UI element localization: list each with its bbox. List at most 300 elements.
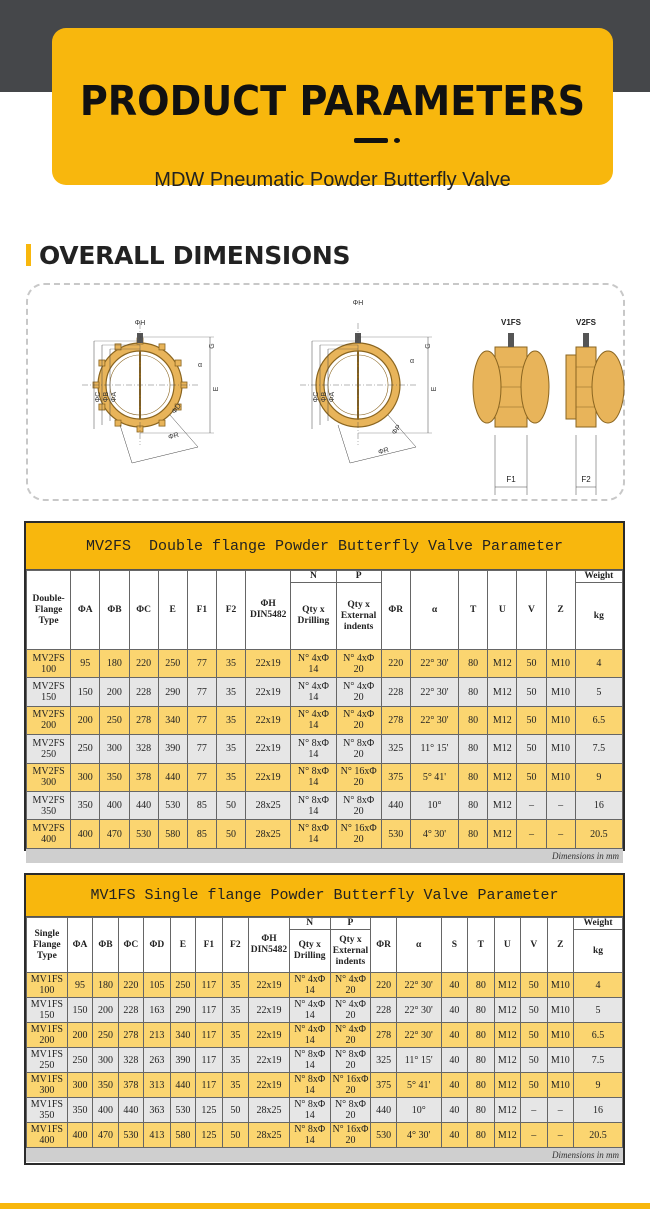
table-cell: 530 bbox=[371, 1123, 396, 1148]
column-header: V bbox=[521, 918, 547, 973]
column-header: E bbox=[158, 571, 187, 650]
table-cell: 400 bbox=[71, 820, 100, 848]
dimension-label: E bbox=[431, 386, 438, 392]
table-cell: 50 bbox=[517, 706, 546, 734]
table-cell: 22x19 bbox=[249, 1023, 290, 1048]
table-cell: M12 bbox=[488, 678, 517, 706]
table-cell: 7.5 bbox=[574, 1048, 623, 1073]
table-cell: 340 bbox=[158, 706, 187, 734]
table-cell: 150 bbox=[71, 678, 100, 706]
dimension-label: ΦR bbox=[377, 446, 390, 457]
table-cell: 350 bbox=[71, 791, 100, 819]
table-cell: M12 bbox=[488, 763, 517, 791]
table-cell: M12 bbox=[488, 791, 517, 819]
table-cell: 213 bbox=[144, 1023, 170, 1048]
table-row bbox=[27, 706, 623, 734]
column-header: ΦB bbox=[100, 571, 129, 650]
column-header: Single Flange Type bbox=[27, 918, 68, 973]
table-cell: – bbox=[546, 820, 575, 848]
column-header: T bbox=[459, 571, 488, 650]
table-cell: 22° 30' bbox=[410, 706, 458, 734]
table-row bbox=[27, 763, 623, 791]
table-cell: 390 bbox=[170, 1048, 195, 1073]
table-cell: M12 bbox=[488, 650, 517, 678]
column-header: N bbox=[289, 918, 330, 930]
table-cell: 35 bbox=[222, 1073, 248, 1098]
table-cell: 4 bbox=[574, 973, 623, 998]
dimension-label: G bbox=[209, 343, 216, 349]
table-cell: M10 bbox=[547, 1023, 573, 1048]
table-cell: 375 bbox=[381, 763, 410, 791]
table-cell: 22° 30' bbox=[410, 650, 458, 678]
table-cell: 22x19 bbox=[249, 1048, 290, 1073]
dimension-label: α bbox=[197, 362, 203, 369]
table-cell: 580 bbox=[170, 1123, 195, 1148]
table-cell: 80 bbox=[468, 1023, 494, 1048]
table-row bbox=[27, 1098, 623, 1123]
table-cell: 150 bbox=[67, 998, 92, 1023]
table-cell: 80 bbox=[468, 973, 494, 998]
table-row bbox=[27, 678, 623, 706]
table-cell: 16 bbox=[575, 791, 622, 819]
table-cell: 300 bbox=[93, 1048, 118, 1073]
table-cell: N° 8xΦ 14 bbox=[291, 791, 336, 819]
table-cell: N° 16xΦ 20 bbox=[330, 1073, 371, 1098]
table-cell: 117 bbox=[196, 973, 222, 998]
table-cell: 220 bbox=[371, 973, 396, 998]
table-row bbox=[27, 791, 623, 819]
table-row bbox=[27, 735, 623, 763]
table-cell: MV2FS 150 bbox=[27, 678, 71, 706]
table-cell: M12 bbox=[488, 735, 517, 763]
table-cell: MV2FS 200 bbox=[27, 706, 71, 734]
table-cell: 250 bbox=[100, 706, 129, 734]
table-cell: – bbox=[547, 1098, 573, 1123]
table-cell: 80 bbox=[468, 998, 494, 1023]
table-cell: 28x25 bbox=[249, 1123, 290, 1148]
table-cell: 28x25 bbox=[249, 1098, 290, 1123]
table-cell: 10° bbox=[396, 1098, 441, 1123]
column-header: Z bbox=[546, 571, 575, 650]
table-cell: 22x19 bbox=[246, 706, 291, 734]
table-cell: 250 bbox=[71, 735, 100, 763]
table-cell: M10 bbox=[546, 678, 575, 706]
table-cell: MV2FS 400 bbox=[27, 820, 71, 848]
table-cell: 22x19 bbox=[246, 763, 291, 791]
table-cell: 80 bbox=[468, 1073, 494, 1098]
table-cell: N° 8xΦ 14 bbox=[289, 1123, 330, 1148]
table-cell: 50 bbox=[521, 998, 547, 1023]
table-cell: MV1FS 300 bbox=[27, 1073, 68, 1098]
table-cell: 50 bbox=[222, 1123, 248, 1148]
dimension-label: ΦP bbox=[390, 423, 403, 437]
table-cell: 11° 15' bbox=[396, 1048, 441, 1073]
column-header: F2 bbox=[222, 918, 248, 973]
table-cell: 440 bbox=[371, 1098, 396, 1123]
table-row bbox=[27, 1023, 623, 1048]
table-cell: 530 bbox=[381, 820, 410, 848]
column-header: ΦR bbox=[381, 571, 410, 650]
column-header: F1 bbox=[187, 571, 216, 650]
table-cell: 40 bbox=[441, 973, 467, 998]
table-cell: 350 bbox=[93, 1073, 118, 1098]
table-cell: 220 bbox=[381, 650, 410, 678]
table-cell: N° 4xΦ 20 bbox=[336, 706, 381, 734]
column-header: ΦA bbox=[71, 571, 100, 650]
dimension-label: ΦB bbox=[321, 391, 328, 403]
table-cell: 125 bbox=[196, 1123, 222, 1148]
column-header: ΦC bbox=[129, 571, 158, 650]
dimension-label: ΦH bbox=[352, 300, 364, 307]
table-cell: 5° 41' bbox=[396, 1073, 441, 1098]
table-cell: N° 8xΦ 14 bbox=[291, 735, 336, 763]
table-cell: M10 bbox=[546, 650, 575, 678]
table-cell: 4° 30' bbox=[396, 1123, 441, 1148]
column-header: ΦH DIN5482 bbox=[249, 918, 290, 973]
table-cell: N° 8xΦ 20 bbox=[330, 1048, 371, 1073]
table-cell: 50 bbox=[521, 1073, 547, 1098]
table-cell: 163 bbox=[144, 998, 170, 1023]
view-label: V1FS bbox=[500, 318, 522, 327]
column-subheader: Qty x Drilling bbox=[291, 583, 336, 650]
table-cell: 390 bbox=[158, 735, 187, 763]
flange-lug bbox=[159, 420, 165, 426]
title-divider bbox=[354, 138, 402, 144]
table-cell: 328 bbox=[118, 1048, 143, 1073]
table-cell: 290 bbox=[158, 678, 187, 706]
table-cell: 440 bbox=[129, 791, 158, 819]
table-cell: 85 bbox=[187, 791, 216, 819]
table-cell: M12 bbox=[488, 820, 517, 848]
table-cell: MV2FS 100 bbox=[27, 650, 71, 678]
table-cell: 6.5 bbox=[575, 706, 622, 734]
table-title: MV2FS Double flange Powder Butterfly Valve Parameter bbox=[26, 523, 623, 570]
table-cell: 80 bbox=[468, 1048, 494, 1073]
table-cell: M12 bbox=[494, 1023, 520, 1048]
column-header: N bbox=[291, 571, 336, 583]
dimension-label: ΦA bbox=[111, 391, 118, 403]
table-cell: 378 bbox=[129, 763, 158, 791]
table-cell: 375 bbox=[371, 1073, 396, 1098]
table-cell: 50 bbox=[222, 1098, 248, 1123]
dimension-drawing bbox=[26, 283, 625, 501]
table-cell: 278 bbox=[371, 1023, 396, 1048]
table-cell: 325 bbox=[371, 1048, 396, 1073]
table-cell: 440 bbox=[158, 763, 187, 791]
table-cell: 228 bbox=[118, 998, 143, 1023]
table-cell: 22x19 bbox=[246, 735, 291, 763]
table-cell: 80 bbox=[459, 650, 488, 678]
table-cell: 117 bbox=[196, 1073, 222, 1098]
table-cell: 4° 30' bbox=[410, 820, 458, 848]
table-cell: 95 bbox=[67, 973, 92, 998]
table-cell: N° 4xΦ 14 bbox=[291, 650, 336, 678]
table-cell: 250 bbox=[158, 650, 187, 678]
parameter-table bbox=[26, 917, 623, 1148]
table-cell: 4 bbox=[575, 650, 622, 678]
table-cell: 77 bbox=[187, 735, 216, 763]
table-cell: 22° 30' bbox=[410, 678, 458, 706]
column-subheader: Qty x Drilling bbox=[289, 930, 330, 973]
table-cell: 228 bbox=[381, 678, 410, 706]
table-row bbox=[27, 820, 623, 848]
table-cell: MV1FS 250 bbox=[27, 1048, 68, 1073]
valve-stem bbox=[583, 333, 589, 347]
table-cell: 7.5 bbox=[575, 735, 622, 763]
table-cell: 50 bbox=[216, 791, 245, 819]
column-subheader: kg bbox=[574, 930, 623, 973]
column-header: ΦR bbox=[371, 918, 396, 973]
table-cell: 340 bbox=[170, 1023, 195, 1048]
column-subheader: kg bbox=[575, 583, 622, 650]
table-cell: MV1FS 200 bbox=[27, 1023, 68, 1048]
table-cell: 28x25 bbox=[246, 791, 291, 819]
table-cell: M12 bbox=[494, 1048, 520, 1073]
table-row bbox=[27, 1048, 623, 1073]
table-cell: 22x19 bbox=[249, 973, 290, 998]
table-cell: MV2FS 350 bbox=[27, 791, 71, 819]
table-cell: 35 bbox=[222, 998, 248, 1023]
table-cell: 117 bbox=[196, 998, 222, 1023]
table-cell: N° 4xΦ 14 bbox=[289, 1023, 330, 1048]
table-cell: M12 bbox=[488, 706, 517, 734]
table-row bbox=[27, 973, 623, 998]
table-footnote: Dimensions in mm bbox=[26, 849, 623, 863]
mv2fs-table bbox=[24, 521, 625, 861]
table-cell: 77 bbox=[187, 763, 216, 791]
table-cell: 200 bbox=[100, 678, 129, 706]
table-cell: 22° 30' bbox=[396, 973, 441, 998]
table-cell: – bbox=[547, 1123, 573, 1148]
table-cell: 20.5 bbox=[574, 1123, 623, 1148]
table-cell: 363 bbox=[144, 1098, 170, 1123]
table-cell: M10 bbox=[547, 1048, 573, 1073]
table-cell: 50 bbox=[517, 735, 546, 763]
table-cell: 22° 30' bbox=[396, 1023, 441, 1048]
table-cell: N° 4xΦ 20 bbox=[330, 998, 371, 1023]
dimension-label: ΦR bbox=[167, 431, 180, 442]
table-cell: 50 bbox=[517, 763, 546, 791]
table-row bbox=[27, 1073, 623, 1098]
table-cell: 35 bbox=[216, 650, 245, 678]
table-cell: 300 bbox=[100, 735, 129, 763]
table-cell: N° 4xΦ 20 bbox=[330, 1023, 371, 1048]
table-cell: 220 bbox=[129, 650, 158, 678]
table-cell: N° 4xΦ 20 bbox=[336, 650, 381, 678]
parameter-table bbox=[26, 570, 623, 849]
table-cell: 5° 41' bbox=[410, 763, 458, 791]
table-cell: 180 bbox=[100, 650, 129, 678]
table-cell: 278 bbox=[129, 706, 158, 734]
table-cell: 530 bbox=[118, 1123, 143, 1148]
table-cell: M12 bbox=[494, 1123, 520, 1148]
table-cell: N° 8xΦ 20 bbox=[330, 1098, 371, 1123]
dimension-label: ΦA bbox=[329, 391, 336, 403]
column-header: U bbox=[488, 571, 517, 650]
dimension-label: ΦC bbox=[95, 391, 102, 403]
drawing-canvas bbox=[28, 285, 627, 503]
valve-side-flange bbox=[521, 351, 549, 423]
dimension-label: ΦH bbox=[134, 320, 146, 327]
column-header: α bbox=[396, 918, 441, 973]
table-cell: N° 8xΦ 14 bbox=[289, 1073, 330, 1098]
table-cell: 80 bbox=[468, 1123, 494, 1148]
table-cell: 328 bbox=[129, 735, 158, 763]
table-cell: 35 bbox=[222, 1023, 248, 1048]
table-cell: – bbox=[517, 791, 546, 819]
table-cell: 263 bbox=[144, 1048, 170, 1073]
flange-lug bbox=[175, 360, 181, 366]
table-row bbox=[27, 650, 623, 678]
table-cell: 278 bbox=[381, 706, 410, 734]
table-cell: 313 bbox=[144, 1073, 170, 1098]
drawing-line bbox=[167, 415, 198, 447]
table-cell: MV1FS 350 bbox=[27, 1098, 68, 1123]
drawing-line bbox=[120, 425, 132, 463]
table-cell: N° 8xΦ 20 bbox=[336, 735, 381, 763]
table-cell: 413 bbox=[144, 1123, 170, 1148]
table-cell: N° 16xΦ 20 bbox=[330, 1123, 371, 1148]
column-header: ΦA bbox=[67, 918, 92, 973]
page-title: PRODUCT PARAMETERS bbox=[79, 77, 586, 125]
column-header: ΦH DIN5482 bbox=[246, 571, 291, 650]
column-header: ΦD bbox=[144, 918, 170, 973]
table-cell: 10° bbox=[410, 791, 458, 819]
table-cell: 50 bbox=[216, 820, 245, 848]
table-cell: 50 bbox=[521, 973, 547, 998]
table-cell: N° 4xΦ 14 bbox=[289, 998, 330, 1023]
flange-lug bbox=[159, 344, 165, 350]
section-heading bbox=[26, 240, 350, 270]
table-cell: 11° 15' bbox=[410, 735, 458, 763]
table-cell: 350 bbox=[100, 763, 129, 791]
table-cell: 80 bbox=[459, 820, 488, 848]
table-cell: 530 bbox=[170, 1098, 195, 1123]
valve-side-flange bbox=[566, 355, 576, 419]
table-cell: 50 bbox=[521, 1023, 547, 1048]
dimension-label: F2 bbox=[581, 475, 591, 484]
table-cell: 80 bbox=[468, 1098, 494, 1123]
column-header: P bbox=[336, 571, 381, 583]
table-cell: 250 bbox=[93, 1023, 118, 1048]
table-cell: 200 bbox=[71, 706, 100, 734]
drawing-line bbox=[132, 447, 198, 463]
view-label: V2FS bbox=[575, 318, 597, 327]
drawing-line bbox=[338, 425, 350, 463]
table-cell: 9 bbox=[575, 763, 622, 791]
table-cell: 250 bbox=[170, 973, 195, 998]
table-cell: 400 bbox=[100, 791, 129, 819]
table-cell: 200 bbox=[93, 998, 118, 1023]
table-cell: 50 bbox=[517, 678, 546, 706]
table-cell: 250 bbox=[67, 1048, 92, 1073]
table-row bbox=[27, 998, 623, 1023]
table-cell: 117 bbox=[196, 1023, 222, 1048]
table-cell: 40 bbox=[441, 1123, 467, 1148]
table-cell: 80 bbox=[459, 791, 488, 819]
table-cell: M12 bbox=[494, 973, 520, 998]
table-cell: 77 bbox=[187, 706, 216, 734]
table-cell: N° 4xΦ 20 bbox=[330, 973, 371, 998]
table-cell: 40 bbox=[441, 1098, 467, 1123]
table-cell: N° 4xΦ 14 bbox=[291, 706, 336, 734]
table-cell: 530 bbox=[129, 820, 158, 848]
table-cell: 80 bbox=[459, 735, 488, 763]
table-cell: 22° 30' bbox=[396, 998, 441, 1023]
table-cell: 440 bbox=[118, 1098, 143, 1123]
column-header: Weight bbox=[574, 918, 623, 930]
table-cell: 80 bbox=[459, 763, 488, 791]
table-cell: 95 bbox=[71, 650, 100, 678]
table-cell: 5 bbox=[575, 678, 622, 706]
table-cell: M12 bbox=[494, 1098, 520, 1123]
table-cell: 35 bbox=[216, 763, 245, 791]
dimension-label: ΦC bbox=[313, 391, 320, 403]
table-cell: M12 bbox=[494, 1073, 520, 1098]
table-cell: 40 bbox=[441, 998, 467, 1023]
table-cell: 22x19 bbox=[246, 650, 291, 678]
table-cell: M10 bbox=[547, 973, 573, 998]
column-header: Double-Flange Type bbox=[27, 571, 71, 650]
bottom-accent-line bbox=[0, 1203, 650, 1209]
table-cell: N° 8xΦ 14 bbox=[289, 1098, 330, 1123]
table-cell: 105 bbox=[144, 973, 170, 998]
table-cell: 6.5 bbox=[574, 1023, 623, 1048]
table-cell: 290 bbox=[170, 998, 195, 1023]
table-cell: 9 bbox=[574, 1073, 623, 1098]
table-cell: 16 bbox=[574, 1098, 623, 1123]
table-cell: 35 bbox=[216, 678, 245, 706]
table-cell: 400 bbox=[67, 1123, 92, 1148]
column-header: E bbox=[170, 918, 195, 973]
table-cell: 22x19 bbox=[246, 678, 291, 706]
column-header: S bbox=[441, 918, 467, 973]
table-cell: 35 bbox=[222, 1048, 248, 1073]
dimension-label: ΦD bbox=[170, 402, 183, 416]
valve-side-flange bbox=[473, 351, 501, 423]
column-header: T bbox=[468, 918, 494, 973]
table-cell: MV1FS 150 bbox=[27, 998, 68, 1023]
table-cell: N° 8xΦ 20 bbox=[336, 791, 381, 819]
table-cell: M10 bbox=[546, 735, 575, 763]
table-cell: MV2FS 250 bbox=[27, 735, 71, 763]
table-cell: MV1FS 100 bbox=[27, 973, 68, 998]
table-row bbox=[27, 1123, 623, 1148]
table-cell: – bbox=[546, 791, 575, 819]
table-cell: 85 bbox=[187, 820, 216, 848]
table-cell: 220 bbox=[118, 973, 143, 998]
table-cell: 228 bbox=[129, 678, 158, 706]
table-cell: 35 bbox=[216, 735, 245, 763]
table-cell: – bbox=[517, 820, 546, 848]
table-cell: N° 4xΦ 14 bbox=[289, 973, 330, 998]
table-cell: 5 bbox=[574, 998, 623, 1023]
table-cell: M10 bbox=[547, 998, 573, 1023]
table-cell: N° 8xΦ 14 bbox=[291, 763, 336, 791]
table-cell: 40 bbox=[441, 1023, 467, 1048]
table-cell: MV1FS 400 bbox=[27, 1123, 68, 1148]
table-cell: 50 bbox=[517, 650, 546, 678]
table-cell: 77 bbox=[187, 678, 216, 706]
table-cell: 228 bbox=[371, 998, 396, 1023]
table-cell: 440 bbox=[170, 1073, 195, 1098]
column-header: F1 bbox=[196, 918, 222, 973]
table-cell: 28x25 bbox=[246, 820, 291, 848]
table-cell: 278 bbox=[118, 1023, 143, 1048]
column-subheader: Qty x External indents bbox=[330, 930, 371, 973]
table-cell: 125 bbox=[196, 1098, 222, 1123]
table-cell: 440 bbox=[381, 791, 410, 819]
